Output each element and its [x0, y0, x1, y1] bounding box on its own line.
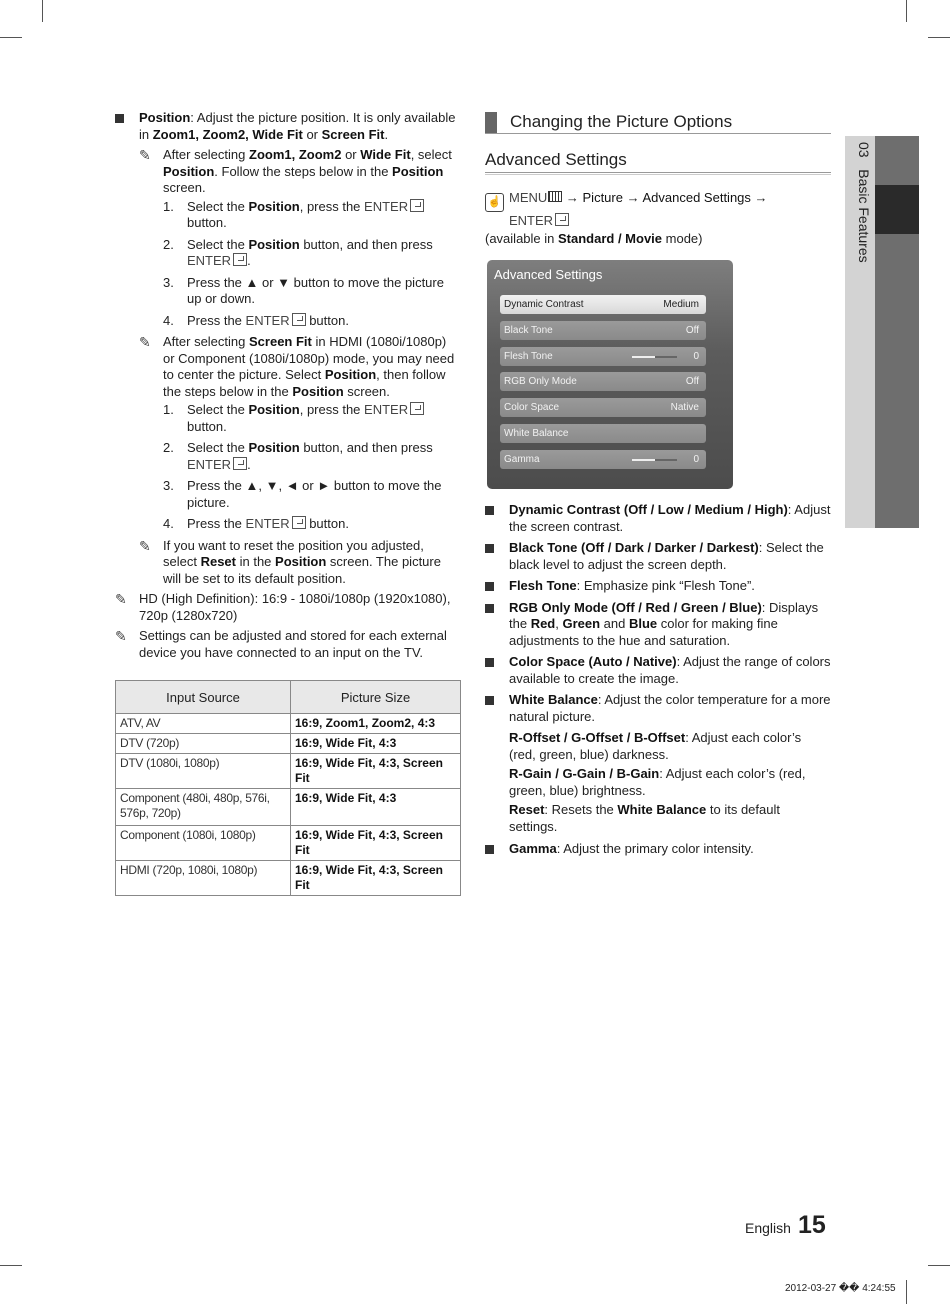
- chapter-side-tab: [845, 136, 919, 528]
- osd-item-black-tone[interactable]: Black Tone Off: [500, 321, 706, 340]
- table-cell: Component (480i, 480p, 576i, 576p, 720p): [116, 789, 291, 826]
- osd-item-color-space[interactable]: Color Space Native: [500, 398, 706, 417]
- steps-list: [163, 402, 460, 533]
- note-settings: ✎ Settings can be adjusted and stored for each external device you have connected to an input on the TV.: [115, 628, 447, 660]
- enter-icon: [410, 402, 424, 415]
- flesh-tone-slider: [632, 356, 677, 358]
- note-hd: ✎ HD (High Definition): 16:9 - 1080i/1080p (1920x1080), 720p (1280x720): [115, 591, 451, 623]
- picture-size-table: [115, 680, 461, 896]
- column-header: Input Source: [116, 681, 291, 714]
- osd-item-gamma[interactable]: Gamma 0: [500, 450, 706, 469]
- note-pencil-icon: ✎: [139, 334, 151, 350]
- enter-icon: [555, 213, 569, 226]
- step-item: 3. Press the ▲ or ▼ button to move the picture up or down.: [163, 274, 444, 306]
- crop-mark: [928, 1265, 950, 1266]
- remote-hand-icon: ☝: [485, 193, 504, 212]
- section-header: [485, 112, 831, 134]
- note-screen-fit: ✎ After selecting Screen Fit in HDMI (1080i/1080p) or Component (1080i/1080p) mode, you may need to center the picture. Select Position, then follow the steps below in the Position screen. 1. Select the Position, press the ENTER button. 2. Select the Position button, and then press ENTER . 3. Press the ▲, ▼, ◄ or ► button to move the picture. 4. Press the ENTER button.: [139, 334, 460, 533]
- availability-note: (available in Standard / Movie mode): [485, 231, 703, 246]
- note-reset: ✎ If you want to reset the position you adjusted, select Reset in the Position screen. The picture will be set to its default position.: [139, 537, 441, 586]
- advanced-settings-list: [485, 502, 831, 863]
- table-row: [116, 714, 461, 734]
- crop-mark: [906, 0, 907, 22]
- crop-mark: [0, 1265, 22, 1266]
- step-item: 2. Select the Position button, and then press ENTER .: [163, 440, 433, 472]
- enter-icon: [233, 457, 247, 470]
- section-marker: [485, 112, 497, 133]
- list-item: Color Space (Auto / Native): Adjust the range of colors available to create the image.: [485, 654, 831, 687]
- table-cell: ATV, AV: [116, 714, 291, 734]
- table-row: [116, 734, 461, 754]
- footer-language: English: [745, 1220, 791, 1236]
- step-item: 4. Press the ENTER button.: [163, 516, 349, 531]
- table-cell: 16:9, Zoom1, Zoom2, 4:3: [291, 714, 461, 734]
- table-cell: 16:9, Wide Fit, 4:3, Screen Fit: [291, 754, 461, 789]
- osd-item-white-balance[interactable]: White Balance: [500, 424, 706, 443]
- gamma-slider: [632, 459, 677, 461]
- page-number: 15: [798, 1211, 826, 1239]
- table-cell: 16:9, Wide Fit, 4:3: [291, 789, 461, 826]
- list-subitem: R-Gain / G-Gain / B-Gain: Adjust each color’s (red, green, blue) brightness.: [509, 766, 806, 798]
- position-bullet: Position: Adjust the picture position. It is only available in Zoom1, Zoom2, Wide Fit or Screen Fit. ✎ After selecting Zoom1, Zoom2 or Wide Fit, select Position. Follow the steps below in the Position screen. 1. Select the Position, press the ENTER button. 2. Select the Position button, and then press ENTER . 3. Press the ▲ or ▼ button to move the picture up or down. 4. Press the ENTER button. ✎ After selecting Screen Fit in HDMI (1080i/1080p) or Component (1080i/1080p) mode, you may need to center the picture. Select Position, then follow the steps below in the Position screen. 1. Select the Position, press the ENTER button. 2. Select the Position button, and then press ENTER . 3. Press the ▲, ▼, ◄ or ► button to move the picture. 4. Press the ENTER button. ✎ If you want to reset the position you adjusted, select Reset in the Position screen. The picture will be set to its default position.: [115, 110, 460, 587]
- note-pencil-icon: ✎: [139, 537, 151, 554]
- subsection-title: Advanced Settings: [485, 150, 831, 173]
- step-item: 3. Press the ▲, ▼, ◄ or ► button to move the picture.: [163, 478, 442, 510]
- column-header: Picture Size: [291, 681, 461, 714]
- table-cell: DTV (1080i, 1080p): [116, 754, 291, 789]
- list-item: Dynamic Contrast (Off / Low / Medium / High): Adjust the screen contrast.: [485, 502, 831, 535]
- note-pencil-icon: ✎: [115, 628, 127, 644]
- table-row: [116, 826, 461, 861]
- table-row: [116, 789, 461, 826]
- list-item: Gamma: Adjust the primary color intensity.: [485, 841, 831, 858]
- osd-item-flesh-tone[interactable]: Flesh Tone 0: [500, 347, 706, 366]
- table-cell: 16:9, Wide Fit, 4:3: [291, 734, 461, 754]
- table-cell: Component (1080i, 1080p): [116, 826, 291, 861]
- crop-mark: [42, 0, 43, 22]
- crop-mark: [906, 1280, 907, 1304]
- steps-list: [163, 199, 460, 330]
- osd-item-dynamic-contrast[interactable]: Dynamic Contrast Medium: [500, 295, 706, 314]
- menu-icon: [548, 191, 562, 202]
- enter-icon: [410, 199, 424, 212]
- table-cell: HDMI (720p, 1080i, 1080p): [116, 861, 291, 896]
- osd-item-rgb-only-mode[interactable]: RGB Only Mode Off: [500, 372, 706, 391]
- list-item: White Balance: Adjust the color temperature for a more natural picture.: [485, 692, 831, 725]
- tab-block: [875, 136, 919, 185]
- enter-icon: [233, 253, 247, 266]
- table-cell: 16:9, Wide Fit, 4:3, Screen Fit: [291, 861, 461, 896]
- list-item: Flesh Tone: Emphasize pink “Flesh Tone”.: [485, 578, 831, 595]
- list-item: Black Tone (Off / Dark / Darker / Darkest): Select the black level to adjust the screen depth.: [485, 540, 831, 573]
- step-item: 1. Select the Position, press the ENTER button.: [163, 199, 460, 232]
- table-row: [116, 754, 461, 789]
- step-item: 2. Select the Position button, and then press ENTER .: [163, 236, 433, 268]
- tab-block: [875, 234, 919, 283]
- list-subitem: Reset: Resets the White Balance to its default settings.: [509, 802, 780, 834]
- list-subitem: R-Offset / G-Offset / B-Offset: Adjust each color’s (red, green, blue) darkness.: [509, 730, 802, 762]
- table-row: [116, 861, 461, 896]
- tab-block-active: [875, 185, 919, 234]
- note-pencil-icon: ✎: [139, 147, 151, 163]
- osd-title: Advanced Settings: [494, 267, 603, 282]
- crop-mark: [0, 37, 22, 38]
- left-column: [115, 110, 460, 665]
- section-title: Changing the Picture Options: [510, 112, 733, 131]
- enter-icon: [292, 516, 306, 529]
- table-cell: DTV (720p): [116, 734, 291, 754]
- chapter-label: 03 Basic Features: [856, 142, 872, 263]
- tab-block: [875, 283, 919, 528]
- note-pencil-icon: ✎: [115, 591, 127, 607]
- step-item: 1. Select the Position, press the ENTER button.: [163, 402, 460, 435]
- print-timestamp: 2012-03-27 �� 4:24:55: [785, 1283, 896, 1294]
- crop-mark: [928, 37, 950, 38]
- enter-icon: [292, 313, 306, 326]
- advanced-settings-osd: [487, 260, 733, 489]
- table-cell: 16:9, Wide Fit, 4:3, Screen Fit: [291, 826, 461, 861]
- menu-path: ☝ MENU → Picture → Advanced Settings → ENTER: [485, 189, 785, 229]
- table-header-row: [116, 681, 461, 714]
- list-item: RGB Only Mode (Off / Red / Green / Blue): Displays the Red, Green and Blue color for making fine adjustments to the hue and saturation.: [485, 600, 831, 650]
- step-item: 4. Press the ENTER button.: [163, 312, 349, 328]
- note-zoom: ✎ After selecting Zoom1, Zoom2 or Wide Fit, select Position. Follow the steps below in the Position screen. 1. Select the Position, press the ENTER button. 2. Select the Position button, and then press ENTER . 3. Press the ▲ or ▼ button to move the picture up or down. 4. Press the ENTER button.: [139, 147, 460, 329]
